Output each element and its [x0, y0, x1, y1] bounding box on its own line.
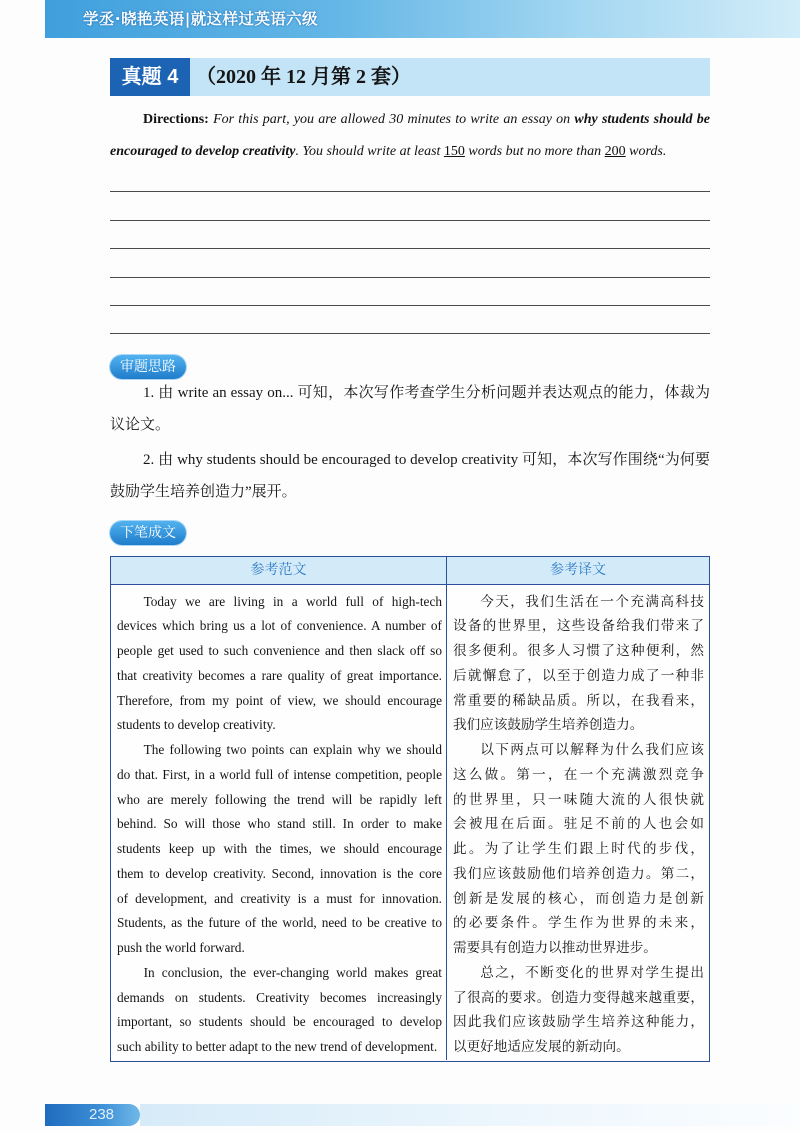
essay-line: In conclusion, the ever-changing world makes great [143, 964, 442, 980]
directions-text-1: For this part, you are allowed 30 minutes to write an essay on [213, 112, 571, 127]
analysis-badge: 审题思路 [110, 355, 186, 379]
essay-table-header [111, 557, 709, 585]
essay-line: them to develop creativity. Second, innovation is the core [117, 865, 442, 881]
page-number: 238 [89, 1106, 115, 1123]
essay-line: Today we are living in a world full of high-tech [143, 593, 442, 609]
directions-text-3: words but no more than [468, 144, 602, 159]
answer-line [110, 306, 710, 334]
directions [110, 104, 710, 168]
translation-line: 因此我们应该鼓励学生培养这种能力， [453, 1014, 704, 1031]
exam-subtitle: （2020 年 12 月第 2 套） [196, 66, 411, 88]
answer-line [110, 192, 710, 220]
essay-line: Therefore, from my point of view, we should encourage [117, 692, 442, 708]
translation-line: 这么做。第一，在一个充满激烈竞争 [453, 766, 704, 783]
essay-line: students to develop creativity. [117, 717, 276, 733]
answer-lines [110, 164, 710, 334]
analysis-point-2: 2. 由 why students should be encouraged to develop creativity 可知，本次写作围绕“为何要鼓励学生培养创造力”展开。 [110, 452, 710, 500]
essay-line: important, so students should be encouraged to develop [117, 1014, 442, 1030]
translation-line: 需要具有创造力以推动世界进步。 [453, 940, 657, 956]
answer-line [110, 278, 710, 306]
header-translation: 参考译文 [550, 562, 606, 578]
english-paragraph [117, 590, 442, 739]
essay-line: that creativity becomes a rare quality of great importance. [117, 667, 442, 683]
book-title: 学丞·晓艳英语|就这样过英语六级 [83, 10, 318, 28]
header-sample-essay: 参考范文 [111, 557, 447, 584]
essay-line: people get used to such convenience and then slack off so [117, 643, 442, 658]
translation-line: 很多便利。很多人习惯了这种便利，然 [453, 643, 704, 659]
directions-text-2: . You should write at least [295, 144, 441, 159]
essay-line: devices which bring us a lot of convenience. A number of [117, 618, 442, 634]
essay-line: such ability to better adapt to the new trend of development. [117, 1039, 438, 1054]
essay-table [110, 556, 710, 1062]
translation-line: 后就懈怠了，以至于创造力成了一种非 [453, 667, 704, 684]
footer-band [140, 1104, 800, 1126]
translation-line: 以更好地适应发展的新动向。 [453, 1039, 630, 1055]
translation-line: 创新是发展的核心，而创造力是创新 [453, 890, 704, 907]
essay-table-body [111, 585, 709, 1061]
chinese-paragraph [453, 738, 704, 961]
translation-line: 今天，我们生活在一个充满高科技 [480, 593, 704, 610]
chinese-paragraph [453, 590, 704, 739]
min-word-count: 150 [443, 144, 465, 159]
english-essay-column [111, 585, 447, 1061]
essay-topic-text: why students should be encouraged to develop creativity [110, 112, 710, 159]
essay-line: Students, as the future of the world, need to be creative to [117, 915, 442, 931]
translation-line: 的必要条件。学生作为世界的未来， [453, 915, 704, 932]
translation-line: 的世界里，只一味随大流的人很快就 [453, 791, 704, 808]
translation-line: 总之，不断变化的世界对学生提出 [480, 964, 704, 981]
writing-badge: 下笔成文 [110, 521, 186, 545]
essay-line: push the world forward. [117, 940, 245, 955]
translation-line: 常重要的稀缺品质。所以，在我看来， [453, 692, 704, 709]
answer-line [110, 221, 710, 249]
max-word-count: 200 [604, 144, 626, 159]
essay-line: do that. First, in a world full of intense competition, people [117, 766, 442, 782]
exam-tag: 真题 4 [110, 58, 190, 96]
essay-line: who are merely following the trend will be rapidly left [117, 791, 442, 807]
essay-line: demands on students. Creativity becomes increasingly [117, 989, 442, 1005]
translation-line: 设备的世界里，这些设备给我们带来了 [453, 618, 704, 635]
translation-line: 此。为了让学生们跟上时代的步伐， [453, 841, 704, 857]
exam-title-band [190, 58, 710, 96]
chinese-translation-column [447, 585, 709, 1061]
answer-line [110, 249, 710, 277]
page-number-tab [45, 1104, 140, 1126]
analysis-point-1: 1. 由 write an essay on... 可知，本次写作考查学生分析问题并表达观点的能力，体裁为议论文。 [110, 385, 710, 433]
translation-line: 了很高的要求。创造力变得越来越重要， [453, 989, 704, 1006]
english-paragraph [117, 961, 442, 1060]
essay-line: behind. So will those who stand still. In order to make [117, 816, 442, 832]
essay-line: of development, and creativity is a must for innovation. [117, 890, 442, 906]
answer-line [110, 164, 710, 192]
translation-line: 我们应该鼓励他们培养创造力。第二， [453, 865, 704, 882]
translation-line: 我们应该鼓励学生培养创造力。 [453, 717, 644, 734]
english-paragraph [117, 738, 442, 961]
essay-line: students keep up with the times, we should encourage [117, 841, 442, 856]
directions-text-4: words. [629, 144, 667, 159]
essay-line: The following two points can explain why we should [143, 742, 442, 757]
book-header-band [45, 0, 800, 38]
translation-line: 会被甩在后面。驻足不前的人也会如 [453, 816, 704, 833]
chinese-paragraph [453, 961, 704, 1060]
translation-line: 以下两点可以解释为什么我们应该 [480, 742, 704, 758]
directions-label: Directions: [143, 112, 209, 127]
